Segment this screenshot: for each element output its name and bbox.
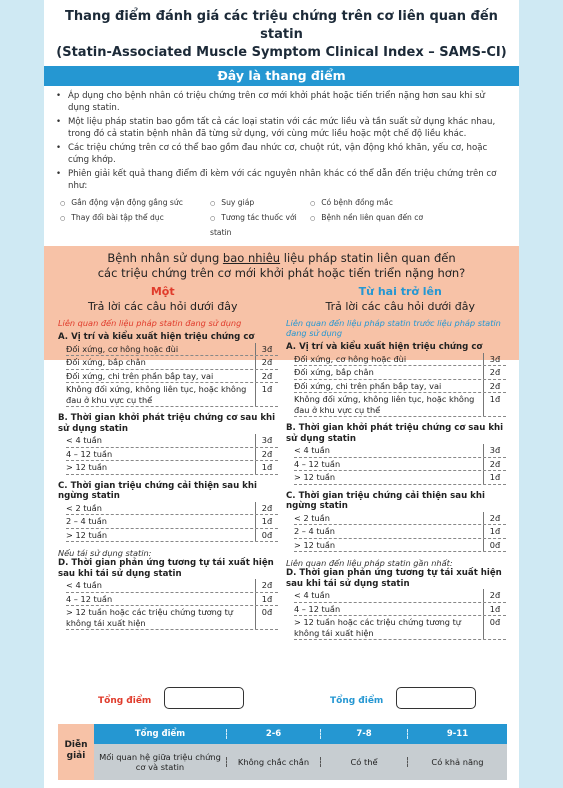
criteria-table [294,589,506,640]
criteria-text: 4 – 12 tuần [66,593,256,606]
right-total-input[interactable] [396,687,476,709]
criteria-score: 0đ [261,607,273,617]
criteria-section [58,481,278,543]
column-context: Liên quan đến liệu pháp statin đang sử dụng [58,318,242,328]
criteria-row[interactable] [66,529,278,543]
criteria-table [66,579,278,630]
criteria-table [294,444,506,485]
criteria-score: 1đ [489,526,501,536]
criteria-section [286,558,506,640]
section-banner: Đây là thang điểm [44,66,519,86]
interpretation-body: Mối quan hệ giữa triệu chứng cơ và statin Không chắc chắn Có thể Có khả năng [94,744,507,780]
criteria-score: 3đ [489,445,501,455]
criteria-row[interactable] [294,616,506,640]
criteria-score: 2đ [261,357,273,367]
right-total: Tổng điểm [330,696,383,706]
section-title: A. Vị trí và kiểu xuất hiện triệu chứng cơ [286,342,483,352]
bullet-item: • Áp dụng cho bệnh nhân có triệu chứng trên cơ mới khởi phát hoặc tiến triển nặng hơn sau khi sử dụng statin. [56,91,509,114]
criteria-row[interactable] [294,512,506,526]
column-context: Liên quan đến liệu pháp statin trước liệu pháp statin đang sử dụng [286,318,501,338]
section-title: C. Thời gian triệu chứng cải thiện sau khi ngừng statin [286,490,485,511]
criteria-text: Đối xứng, cơ hông hoặc đùi [66,343,256,356]
criteria-score: 0đ [489,617,501,627]
page-title: Thang điểm đánh giá các triệu chứng trên cơ liên quan đến statin (Statin-Associated Muscle Symptom Clinical Index – SAMS-CI) [56,9,507,60]
criteria-row[interactable] [294,458,506,472]
criteria-score: 1đ [489,394,501,404]
criteria-text: < 4 tuần [66,434,256,447]
section-context: Nếu tái sử dụng statin: [58,548,152,558]
criteria-score: 1đ [489,603,501,614]
criteria-score: 3đ [489,353,501,364]
criteria-score: 0đ [489,539,501,550]
criteria-score: 2đ [261,502,273,513]
score-sheet [44,0,519,788]
criteria-section [286,423,506,485]
section-title: B. Thời gian khởi phát triệu chứng cơ sau khi sử dụng statin [286,423,504,444]
criteria-text: > 12 tuần hoặc các triệu chứng tương tự không tái xuất hiện [294,616,484,639]
criteria-row[interactable] [66,502,278,516]
criteria-score: 2đ [261,448,273,459]
criteria-score: 1đ [261,462,273,472]
criteria-table [294,353,506,418]
criteria-row[interactable] [66,579,278,593]
cause-item: ○ Có bệnh đồng mắc [310,196,460,211]
criteria-text: 4 – 12 tuần [66,448,256,461]
criteria-row[interactable] [294,444,506,458]
criteria-section [286,342,506,417]
section-title: D. Thời gian phản ứng tương tự tái xuất hiện sau khi tái sử dụng statin [286,568,502,589]
interpretation-table [58,724,507,780]
bullet-item: • Một liệu pháp statin bao gồm tất cả các loại statin với các mức liều và tần suất sử dụng khác nhau, trong đó cả statin bệnh nhân đã từng sử dụng, với cùng mức liều hoặc một chế độ liều khác. [56,117,509,140]
criteria-table [66,343,278,408]
criteria-row[interactable] [66,434,278,448]
section-title: A. Vị trí và kiểu xuất hiện triệu chứng cơ [58,332,255,342]
left-column [58,318,278,630]
section-title: C. Thời gian triệu chứng cải thiện sau khi ngừng statin [58,480,257,501]
criteria-text: Đối xứng, chi trên phần bắp tay, vai [66,370,256,383]
cause-item: ○ Thay đổi bài tập thể dục [60,211,210,240]
criteria-row[interactable] [294,353,506,367]
criteria-text: Không đối xứng, không liên tục, hoặc không đau ở khu vực cụ thể [294,393,484,416]
criteria-row[interactable] [294,393,506,417]
other-causes-list [44,195,519,242]
right-column [286,318,506,640]
cause-item: ○ Tương tác thuốc với statin [210,211,310,240]
section-title: D. Thời gian phản ứng tương tự tái xuất hiện sau khi tái sử dụng statin [58,558,274,579]
criteria-section [58,332,278,407]
criteria-row[interactable] [66,461,278,475]
criteria-score: 2đ [489,380,501,391]
criteria-section [286,491,506,553]
criteria-table [294,512,506,553]
criteria-row[interactable] [294,380,506,394]
criteria-row[interactable] [66,383,278,407]
criteria-text: < 2 tuần [294,512,484,525]
interpretation-label: Diễn giải [58,724,94,780]
criteria-text: > 12 tuần [66,461,256,474]
criteria-text: > 12 tuần [294,471,484,484]
criteria-score: 1đ [261,516,273,526]
criteria-row[interactable] [66,356,278,370]
option-one[interactable]: Một Trả lời các câu hỏi dưới đây [87,285,238,313]
cause-item: ○ Bệnh nền liên quan đến cơ [310,211,460,240]
question-text: Bệnh nhân sử dụng bao nhiêu liệu pháp statin liên quan đến [107,251,456,265]
criteria-score: 3đ [261,435,273,445]
criteria-section [58,548,278,630]
left-total: Tổng điểm [98,696,151,706]
criteria-table [66,434,278,475]
criteria-text: < 2 tuần [66,502,256,515]
criteria-row[interactable] [294,525,506,539]
criteria-row[interactable] [294,539,506,553]
statin-count-question: Bệnh nhân sử dụng bao nhiêu liệu pháp statin liên quan đến các triệu chứng trên cơ mới khởi phát hoặc tiến triển nặng hơn? Một Trả lời các câu hỏi dưới đây Từ hai trở lên Trả lời các câu hỏi dưới đây [44,246,519,360]
criteria-score: 2đ [261,370,273,381]
criteria-text: Đối xứng, bắp chân [294,366,484,379]
criteria-score: 0đ [261,529,273,540]
criteria-table [66,502,278,543]
criteria-text: Đối xứng, bắp chân [66,356,256,369]
criteria-score: 2đ [489,590,501,600]
criteria-row[interactable] [66,343,278,357]
criteria-text: < 4 tuần [294,589,484,602]
criteria-text: Đối xứng, chi trên phần bắp tay, vai [294,380,484,393]
cause-item: ○ Suy giáp [210,196,310,211]
criteria-text: Đối xứng, cơ hông hoặc đùi [294,353,484,366]
section-title: B. Thời gian khởi phát triệu chứng cơ sau khi sử dụng statin [58,413,276,434]
intro-bullets [44,86,519,192]
criteria-row[interactable] [294,366,506,380]
criteria-row[interactable] [66,606,278,630]
criteria-row[interactable] [66,593,278,607]
criteria-text: > 12 tuần hoặc các triệu chứng tương tự không tái xuất hiện [66,606,256,629]
criteria-score: 2đ [489,458,501,469]
bullet-item: • Phiên giải kết quả thang điểm đi kèm với các nguyên nhân khác có thể dẫn đến triệu chứng trên cơ như: [56,169,509,192]
criteria-row[interactable] [294,471,506,485]
criteria-score: 3đ [261,343,273,354]
criteria-score: 2đ [489,367,501,377]
criteria-score: 2đ [261,580,273,590]
criteria-text: < 4 tuần [66,579,256,592]
criteria-text: 4 – 12 tuần [294,458,484,471]
criteria-score: 2đ [489,512,501,523]
interpretation-header: Tổng điểm 2-6 7-8 9-11 [94,724,507,744]
criteria-text: < 4 tuần [294,444,484,457]
bullet-item: • Các triệu chứng trên cơ có thể bao gồm đau nhức cơ, chuột rút, vận động khó khăn, yếu cơ, hoặc cứng khớp. [56,143,509,166]
criteria-score: 1đ [261,384,273,394]
criteria-text: 4 – 12 tuần [294,603,484,616]
criteria-score: 1đ [489,472,501,482]
criteria-text: > 12 tuần [66,529,256,542]
criteria-row[interactable] [66,515,278,529]
criteria-text: Không đối xứng, không liên tục, hoặc không đau ở khu vực cụ thể [66,383,256,406]
criteria-text: > 12 tuần [294,539,484,552]
cause-item: ○ Gắn động vận động gắng sức [60,196,210,211]
left-total-input[interactable] [164,687,244,709]
criteria-row[interactable] [294,589,506,603]
criteria-text: 2 – 4 tuần [66,515,256,528]
option-two-or-more[interactable]: Từ hai trở lên Trả lời các câu hỏi dưới đây [325,285,475,313]
criteria-text: 2 – 4 tuần [294,525,484,538]
criteria-row[interactable] [294,603,506,617]
criteria-score: 1đ [261,593,273,604]
criteria-row[interactable] [66,448,278,462]
criteria-row[interactable] [66,370,278,384]
criteria-section [58,413,278,475]
section-context: Liên quan đến liệu pháp statin gần nhất: [286,558,453,568]
